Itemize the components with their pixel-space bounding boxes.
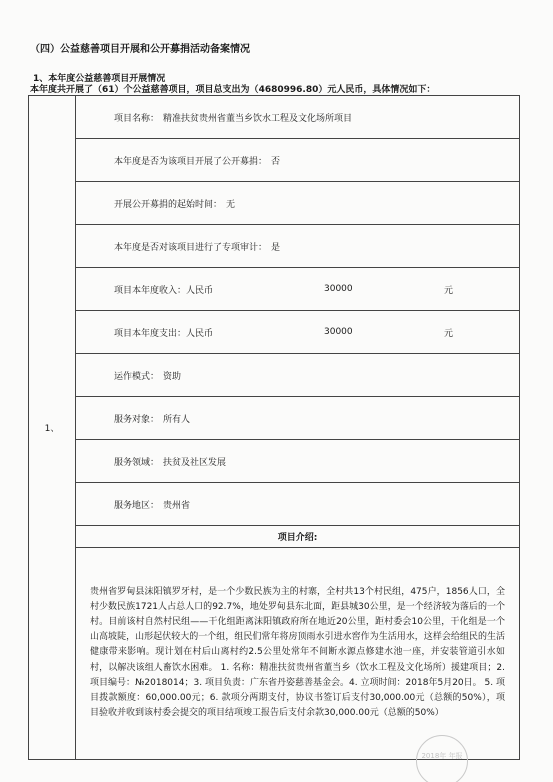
table-row [29, 354, 520, 397]
field-label: 服务对象： [114, 414, 160, 425]
intro-body [76, 548, 520, 760]
field-label: 服务地区： [114, 500, 160, 511]
field-operation-mode [76, 354, 520, 397]
field-label: 本年度是否为该项目开展了公开募捐： [114, 156, 268, 167]
field-service-region [76, 483, 520, 526]
field-project-name [76, 96, 520, 139]
summary-line [30, 82, 435, 95]
field-label: 运作模式： [114, 371, 160, 382]
table-row [29, 225, 520, 268]
intro-text: 贵州省罗甸县沫阳镇罗牙村，是一个少数民族为主的村寨，全村共13个村民组，475户，1856人口，全村少数民族1721人占总人口的92.7%，地处罗甸县东北面，距县城30公里，是一个经济较为落后的一个村。目前该村自然村民组——干化组距离沫阳镇政府所在地近20公里，距村委会10公里，干化组是一个山高坡陡，山形起伏较大的一个组，组民们常年将房顶雨水引进水窖作为生活用水，这样会给组民的生活健康带来影响。现计划在村后山离村约2.5公里处常年不间断水源点修建水池一座，并安装管道引水如村，以解决该组人畜饮水困难。 1. 名称：精准扶贫贵州省董当乡（饮水工程及文化场所）援建项目；2. 项目编号：№2018014；3. 项目负责：广东省丹姿慈善基金会。4. 立项时间：2018年5月20日。 5. 项目拨款额度：60,000.00元；6. 款项分两期支付，协议书签订后支付30,000.00元（总额的50%），项目验收并收到该村委会提交的项目结项竣工报告后支付余款30,000.00元（总额的50%） [90, 586, 505, 719]
field-label: 本年度是否对该项目进行了专项审计： [114, 242, 268, 253]
field-annual-income [76, 268, 520, 311]
field-value: 精准扶贫贵州省董当乡饮水工程及文化场所项目 [163, 113, 353, 124]
field-service-domain [76, 440, 520, 483]
summary-total: 4680996.80 [258, 85, 319, 95]
field-service-target [76, 397, 520, 440]
subsection-title: 1、本年度公益慈善项目开展情况 [33, 74, 166, 84]
field-value: 否 [271, 156, 281, 167]
income-unit: 元 [444, 285, 454, 296]
project-table [28, 95, 520, 760]
table-row [29, 440, 520, 483]
income-amount: 30000 [324, 284, 353, 294]
expense-unit: 元 [444, 328, 454, 339]
field-label: 服务领域： [114, 457, 160, 468]
table-row [29, 139, 520, 182]
field-label: 开展公开募捐的起始时间： [114, 199, 223, 210]
expense-amount: 30000 [324, 327, 353, 337]
field-value: 扶贫及社区发展 [163, 457, 227, 468]
field-fundraising-start [76, 182, 520, 225]
table-row [29, 182, 520, 225]
field-annual-expense [76, 311, 520, 354]
table-row [29, 268, 520, 311]
table-row [29, 548, 520, 760]
table-row [29, 96, 520, 139]
field-public-fundraising [76, 139, 520, 182]
field-value: 是 [271, 242, 281, 253]
field-value: 所有人 [163, 414, 191, 425]
field-label: 项目本年度收入：人民币 [114, 285, 214, 296]
table-row [29, 311, 520, 354]
summary-middle: ）个公益慈善项目，项目总支出为（ [114, 85, 259, 95]
section-title: （四）公益慈善项目开展和公开募捐活动备案情况 [30, 44, 250, 55]
annual-report-stamp: 2018年 年报 [416, 735, 468, 782]
field-value: 无 [226, 199, 236, 210]
summary-suffix: ）元人民币，具体情况如下： [318, 85, 436, 95]
summary-count: 61 [102, 85, 115, 95]
table-row [29, 397, 520, 440]
summary-prefix: 本年度共开展了（ [30, 85, 103, 95]
table-row [29, 526, 520, 548]
field-value: 贵州省 [163, 500, 191, 511]
field-label: 项目本年度支出：人民币 [114, 328, 214, 339]
field-value: 资助 [163, 371, 182, 382]
field-special-audit [76, 225, 520, 268]
intro-heading: 项目介绍: [76, 526, 520, 548]
row-index: 1、 [29, 96, 76, 760]
table-row [29, 483, 520, 526]
field-label: 项目名称： [114, 113, 160, 124]
